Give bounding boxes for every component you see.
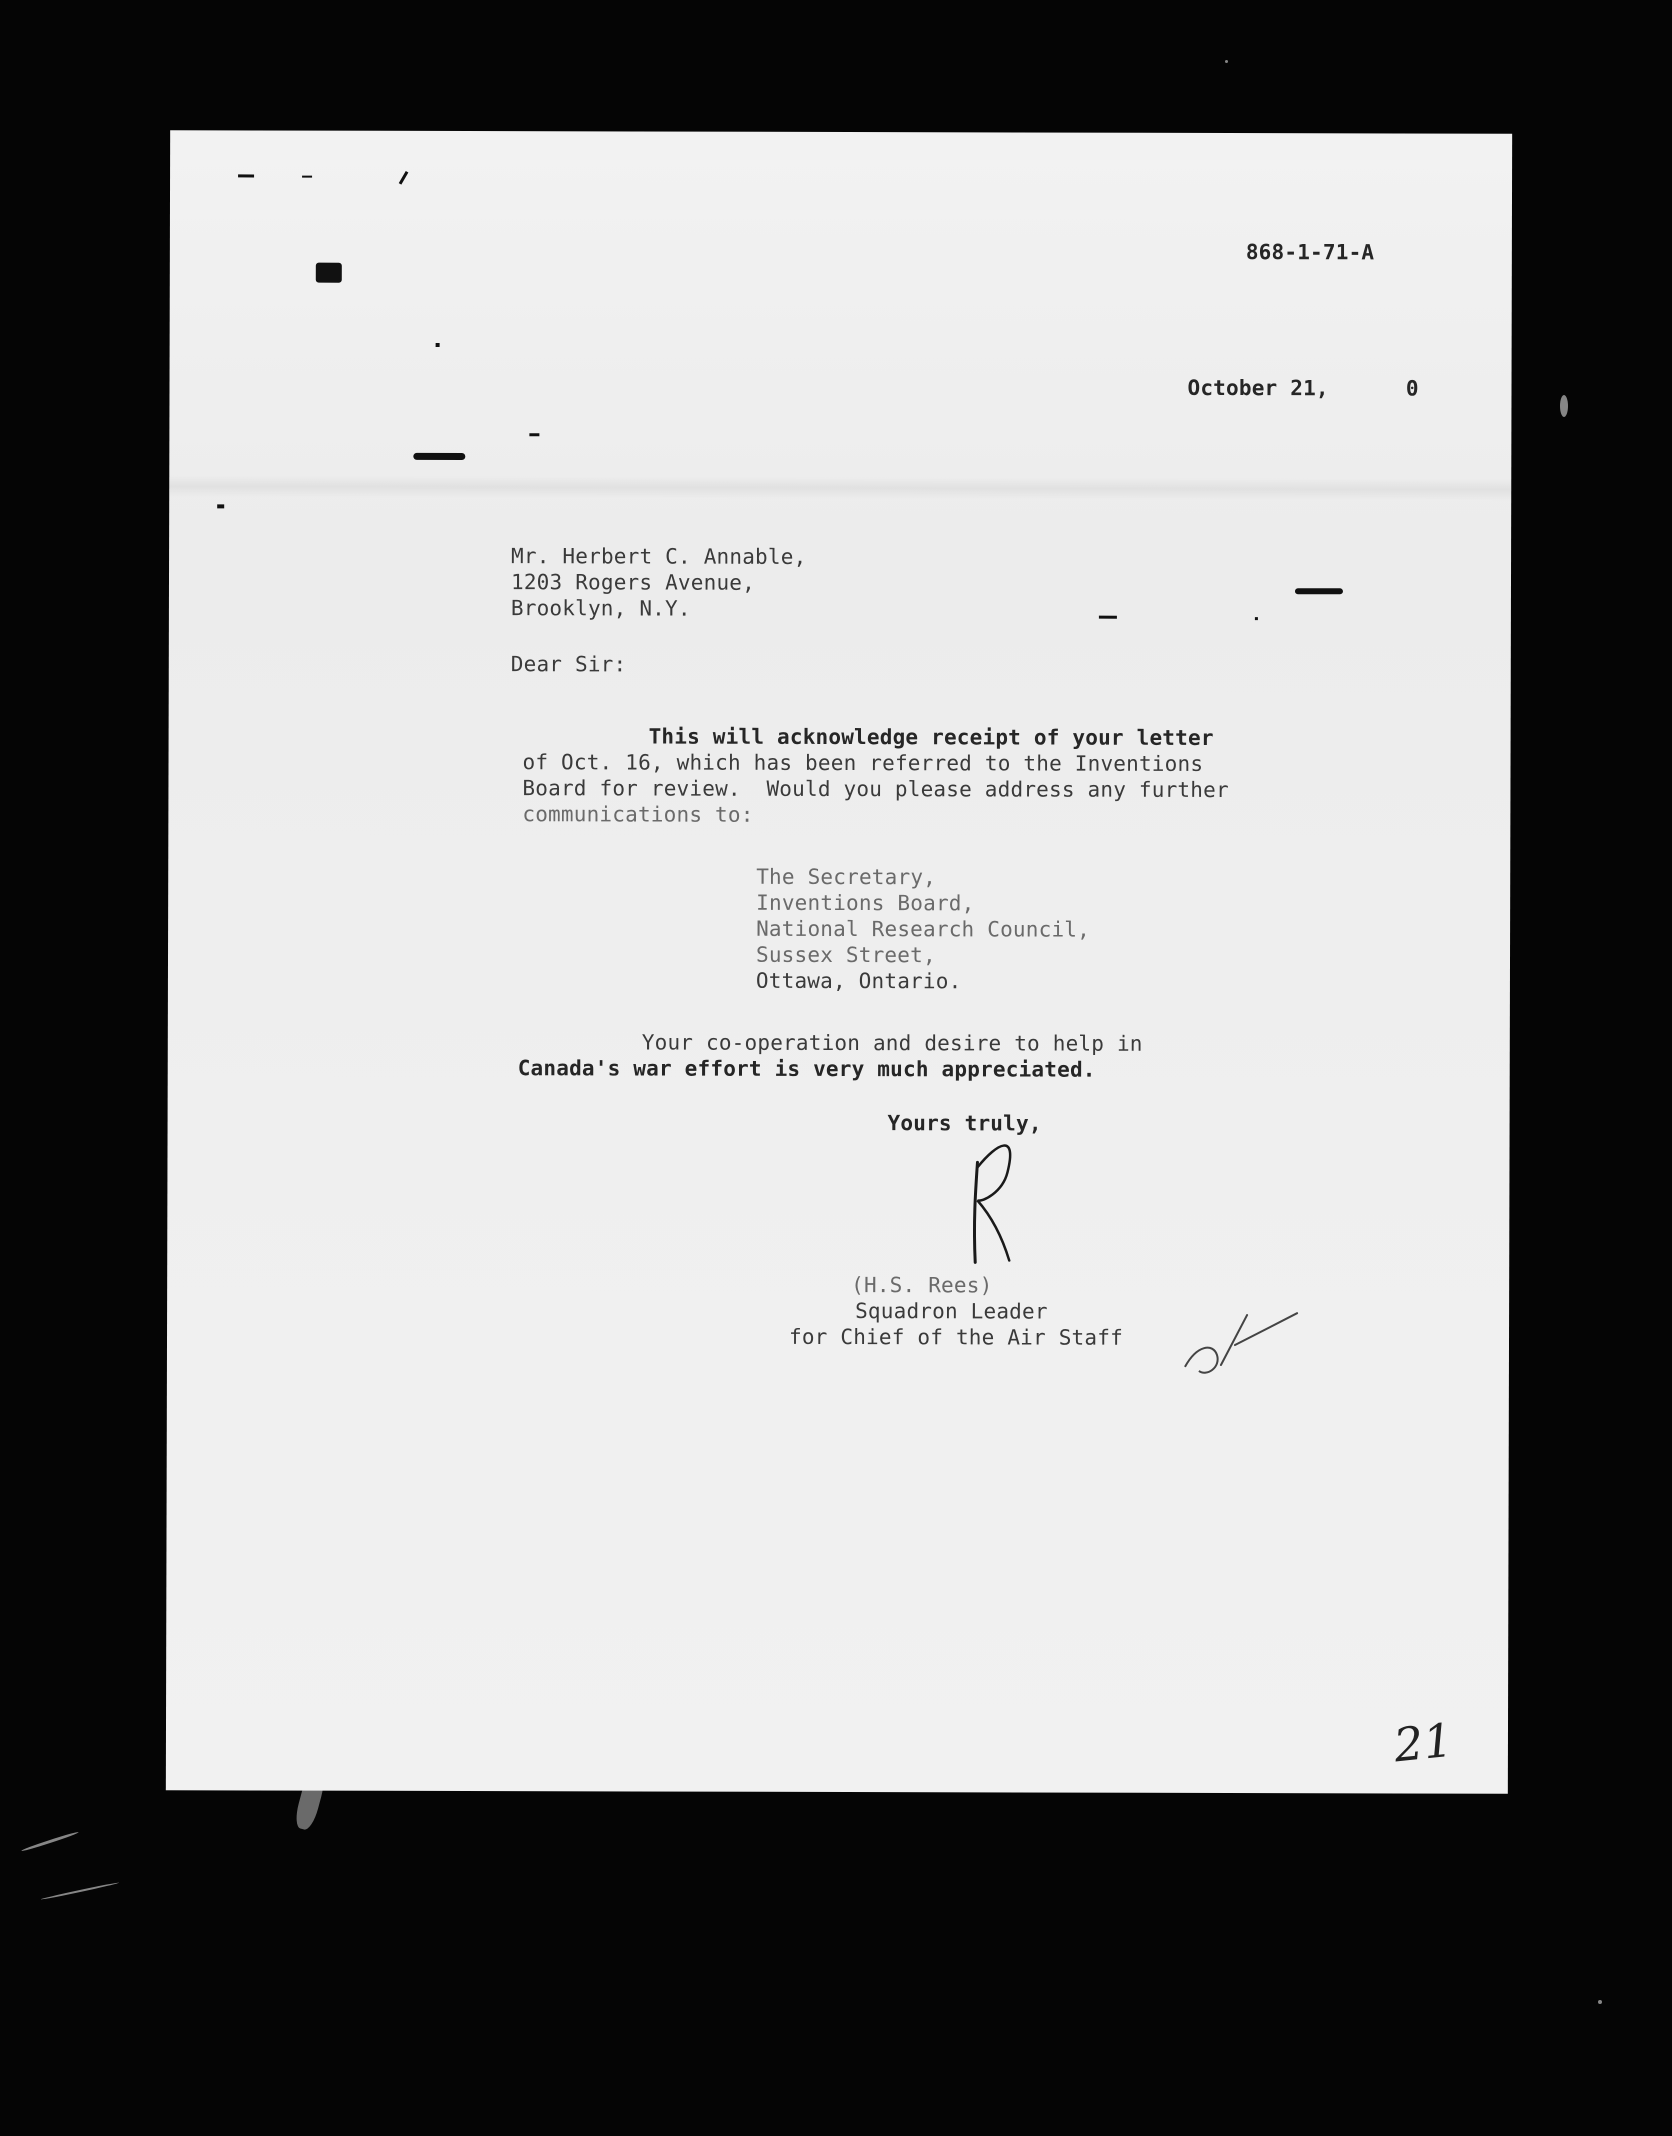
- handwritten-scribble: [1177, 1305, 1307, 1385]
- ink-mark: [529, 433, 539, 436]
- ink-mark: [217, 504, 224, 508]
- forward-address-line: Sussex Street,: [755, 942, 936, 968]
- recipient-street: 1203 Rogers Avenue,: [510, 570, 756, 595]
- film-speck: [41, 1882, 120, 1901]
- ink-mark: [399, 171, 409, 185]
- body-line: This will acknowledge receipt of your letter: [648, 724, 1214, 750]
- ink-mark: [313, 453, 333, 473]
- film-speck: [1560, 395, 1568, 417]
- film-speck: [1598, 2000, 1602, 2004]
- recipient-city: Brooklyn, N.Y.: [510, 596, 691, 621]
- ink-mark: [302, 176, 312, 178]
- signature-initial: [947, 1122, 1027, 1272]
- ink-mark: [316, 263, 342, 283]
- body-line: Board for review. Would you please address any further: [522, 776, 1229, 803]
- signatory-title: for Chief of the Air Staff: [788, 1324, 1123, 1350]
- body-line: communications to:: [522, 802, 754, 827]
- closing-line: Your co-operation and desire to help in: [641, 1030, 1143, 1056]
- closing-line: Canada's war effort is very much appreciated.: [517, 1056, 1096, 1082]
- ink-mark: [238, 174, 254, 177]
- forward-address-line: The Secretary,: [756, 864, 937, 890]
- file-number: 868-1-71-A: [1245, 240, 1375, 265]
- ink-mark: [413, 453, 465, 460]
- film-speck: [21, 1831, 79, 1852]
- ink-mark: [1099, 616, 1117, 619]
- recipient-name: Mr. Herbert C. Annable,: [511, 544, 807, 569]
- film-speck: [1225, 60, 1228, 63]
- ink-mark: [436, 343, 440, 347]
- body-line: of Oct. 16, which has been referred to the Inventions: [522, 750, 1204, 776]
- signatory-name: (H.S. Rees): [851, 1273, 993, 1298]
- ink-mark: [1295, 588, 1343, 594]
- ink-mark: [1255, 617, 1258, 620]
- forward-address-line: Inventions Board,: [756, 890, 975, 916]
- closing: Yours truly,: [887, 1111, 1042, 1136]
- salutation: Dear Sir:: [510, 652, 627, 677]
- forward-address-line: National Research Council,: [756, 916, 1091, 942]
- page-number: 21: [1391, 1712, 1456, 1773]
- letter-date: October 21, 0: [1187, 375, 1419, 401]
- signatory-rank: Squadron Leader: [855, 1299, 1048, 1324]
- forward-address-line: Ottawa, Ontario.: [755, 968, 962, 994]
- letter-sheet: [166, 130, 1512, 1794]
